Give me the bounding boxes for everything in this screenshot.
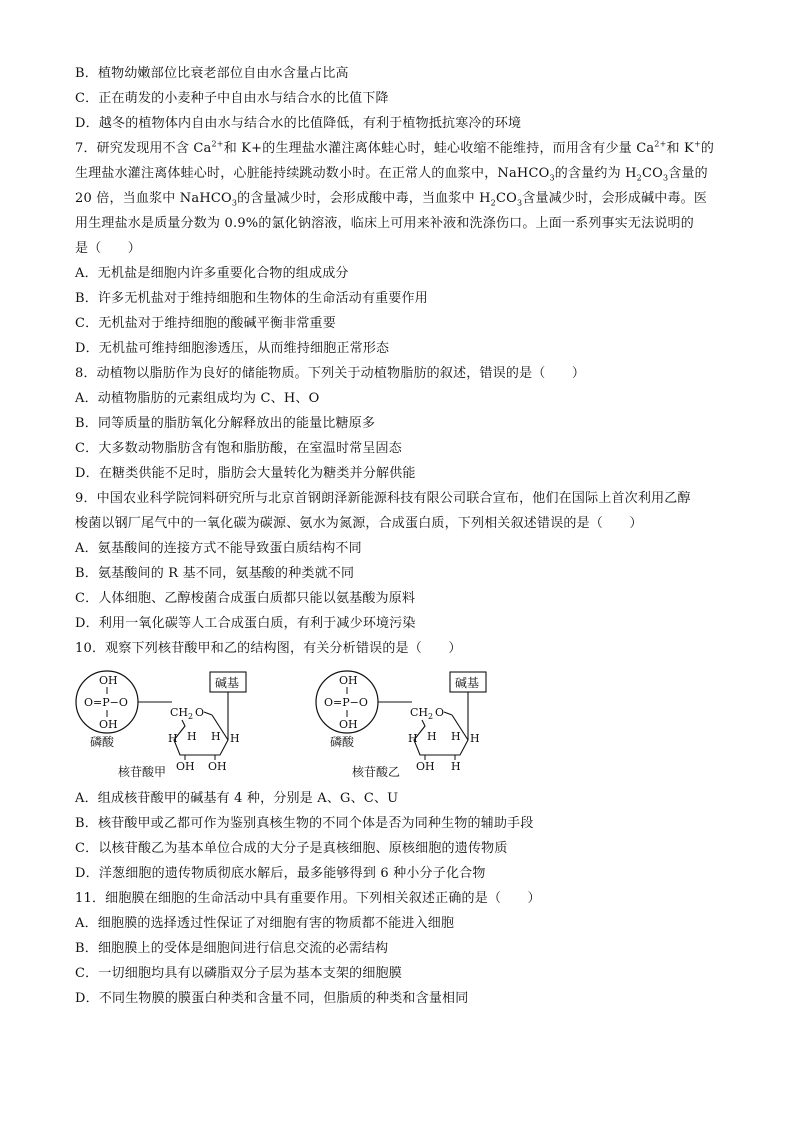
q11-option-a: A．细胞膜的选择透过性保证了对细胞有害的物质都不能进入细胞 bbox=[75, 916, 455, 931]
q10-option-c: C．以核苷酸乙为基本单位合成的大分子是真核细胞、原核细胞的遗传物质 bbox=[75, 841, 508, 856]
q8-option-b: B．同等质量的脂肪氧化分解释放出的能量比糖原多 bbox=[75, 416, 376, 431]
q7-option-c: C．无机盐对于维持细胞的酸碱平衡非常重要 bbox=[75, 316, 336, 331]
q7-stem-line5: 是（ ） bbox=[75, 241, 142, 256]
q6-option-b: B．植物幼嫩部位比衰老部位自由水含量占比高 bbox=[75, 66, 349, 81]
phosphate-op: O=P−O bbox=[84, 696, 128, 709]
q7-stem-line2: 生理盐水灌注离体蛙心时，心脏能持续跳动数小时。在正常人的血浆中，NaHCO$_3$的含量约为 $H_2CO_3$含量的 bbox=[75, 166, 708, 183]
q7-option-b: B．许多无机盐对于维持细胞和生物体的生命活动有重要作用 bbox=[75, 291, 428, 306]
nucleotide-b-label: 核苷酸乙 bbox=[352, 765, 401, 779]
nucleotide-a bbox=[76, 671, 246, 779]
ring-h: H bbox=[211, 730, 221, 743]
q10-option-d: D．洋葱细胞的遗传物质彻底水解后，最多能够得到 6 种小分子化合物 bbox=[75, 866, 486, 881]
q7-option-d: D．无机盐可维持细胞渗透压，从而维持细胞正常形态 bbox=[75, 341, 390, 356]
q8-option-a: A．动植物脂肪的元素组成均为 C、H、O bbox=[75, 391, 320, 406]
q8-option-d: D．在糖类供能不足时，脂肪会大量转化为糖类并分解供能 bbox=[75, 466, 416, 481]
q10-option-a: A．组成核苷酸甲的碱基有 4 种，分别是 A、G、C、U bbox=[75, 791, 399, 806]
phosphate-oh-bottom: OH bbox=[339, 718, 358, 731]
base-label: 碱基 bbox=[215, 676, 240, 690]
ring-oxygen: O bbox=[435, 706, 445, 719]
q9-option-a: A．氨基酸间的连接方式不能导致蛋白质结构不同 bbox=[75, 541, 362, 556]
bond bbox=[204, 712, 212, 715]
q11-option-d: D．不同生物膜的膜蛋白种类和含量不同，但脂质的种类和含量相同 bbox=[75, 991, 469, 1006]
ring-h: H bbox=[230, 732, 240, 745]
q11-stem: 11．细胞膜在细胞的生命活动中具有重要作用。下列相关叙述正确的是（ ） bbox=[75, 891, 541, 906]
q11-option-b: B．细胞膜上的受体是细胞间进行信息交流的必需结构 bbox=[75, 941, 389, 956]
q9-stem-line2: 梭菌以钢厂尾气中的一氧化碳为碳源、氨水为氮源，合成蛋白质，下列相关叙述错误的是（ ） bbox=[75, 516, 643, 531]
ring-h: H bbox=[451, 730, 461, 743]
ring-oh-3: OH bbox=[416, 760, 435, 773]
q10-stem: 10．观察下列核苷酸甲和乙的结构图，有关分析错误的是（ ） bbox=[75, 641, 462, 656]
q9-option-b: B．氨基酸间的 R 基不同，氨基酸的种类就不同 bbox=[75, 566, 355, 581]
q9-option-c: C．人体细胞、乙醇梭菌合成蛋白质都只能以氨基酸为原料 bbox=[75, 591, 416, 606]
bond bbox=[444, 712, 452, 715]
ring-h: H bbox=[187, 730, 197, 743]
nucleotide-b bbox=[316, 671, 486, 779]
nucleotide-a-label: 核苷酸甲 bbox=[118, 765, 167, 779]
ring-h: H bbox=[470, 732, 480, 745]
nucleotide-structure-figure bbox=[70, 660, 520, 785]
phosphate-oh-top: OH bbox=[99, 674, 118, 687]
q11-option-c: C．一切细胞均具有以磷脂双分子层为基本支架的细胞膜 bbox=[75, 966, 402, 981]
q7-stem-line3: 20 倍，当血浆中 NaHCO$_3$的含量减少时，会形成酸中毒，当血浆中 $H_2CO_3$含量减少时，会形成碱中毒。医 bbox=[75, 191, 708, 208]
nucleotide-structure-svg bbox=[70, 660, 520, 785]
ring-h-2: H bbox=[451, 760, 461, 773]
phosphate-oh-bottom: OH bbox=[99, 718, 118, 731]
q6-option-c: C．正在萌发的小麦种子中自由水与结合水的比值下降 bbox=[75, 91, 389, 106]
q9-option-d: D．利用一氧化碳等人工合成蛋白质，有利于减少环境污染 bbox=[75, 616, 416, 631]
q8-stem: 8．动植物以脂肪作为良好的储能物质。下列关于动植物脂肪的叙述，错误的是（ ） bbox=[75, 366, 586, 381]
ring-h: H bbox=[427, 730, 437, 743]
ring-oh-2: OH bbox=[208, 760, 227, 773]
q6-option-d: D．越冬的植物体内自由水与结合水的比值降低，有利于植物抵抗寒冷的环境 bbox=[75, 116, 522, 131]
ring-h: H bbox=[408, 732, 418, 745]
ch2-label: $CH_2$ bbox=[410, 706, 434, 721]
ring-oh-3: OH bbox=[176, 760, 195, 773]
ch2-label: $CH_2$ bbox=[170, 706, 194, 721]
phosphate-op: O=P−O bbox=[324, 696, 368, 709]
q10-option-b: B．核苷酸甲或乙都可作为鉴别真核生物的不同个体是否为同种生物的辅助手段 bbox=[75, 816, 534, 831]
q8-option-c: C．大多数动物脂肪含有饱和脂肪酸，在室温时常呈固态 bbox=[75, 441, 402, 456]
phosphate-label: 磷酸 bbox=[330, 735, 355, 749]
q9-stem-line1: 9．中国农业科学院饲料研究所与北京首钢朗泽新能源科技有限公司联合宣布，他们在国际上首次利用乙醇 bbox=[75, 491, 691, 506]
base-label: 碱基 bbox=[455, 676, 480, 690]
q7-stem-line4: 用生理盐水是质量分数为 0.9%的氯化钠溶液，临床上可用来补液和洗涤伤口。上面一系列事实无法说明的 bbox=[75, 216, 694, 231]
q7-stem-line1: 7．研究发现用不含 $Ca^{2+}$和 K+的生理盐水灌注离体蛙心时，蛙心收缩不能维持，而用含有少量 $Ca^{2+}$和 K+的 bbox=[75, 139, 715, 156]
phosphate-oh-top: OH bbox=[339, 674, 358, 687]
ring-h: H bbox=[168, 732, 178, 745]
phosphate-label: 磷酸 bbox=[90, 735, 115, 749]
q7-option-a: A．无机盐是细胞内许多重要化合物的组成成分 bbox=[75, 266, 349, 281]
ring-oxygen: O bbox=[195, 706, 205, 719]
